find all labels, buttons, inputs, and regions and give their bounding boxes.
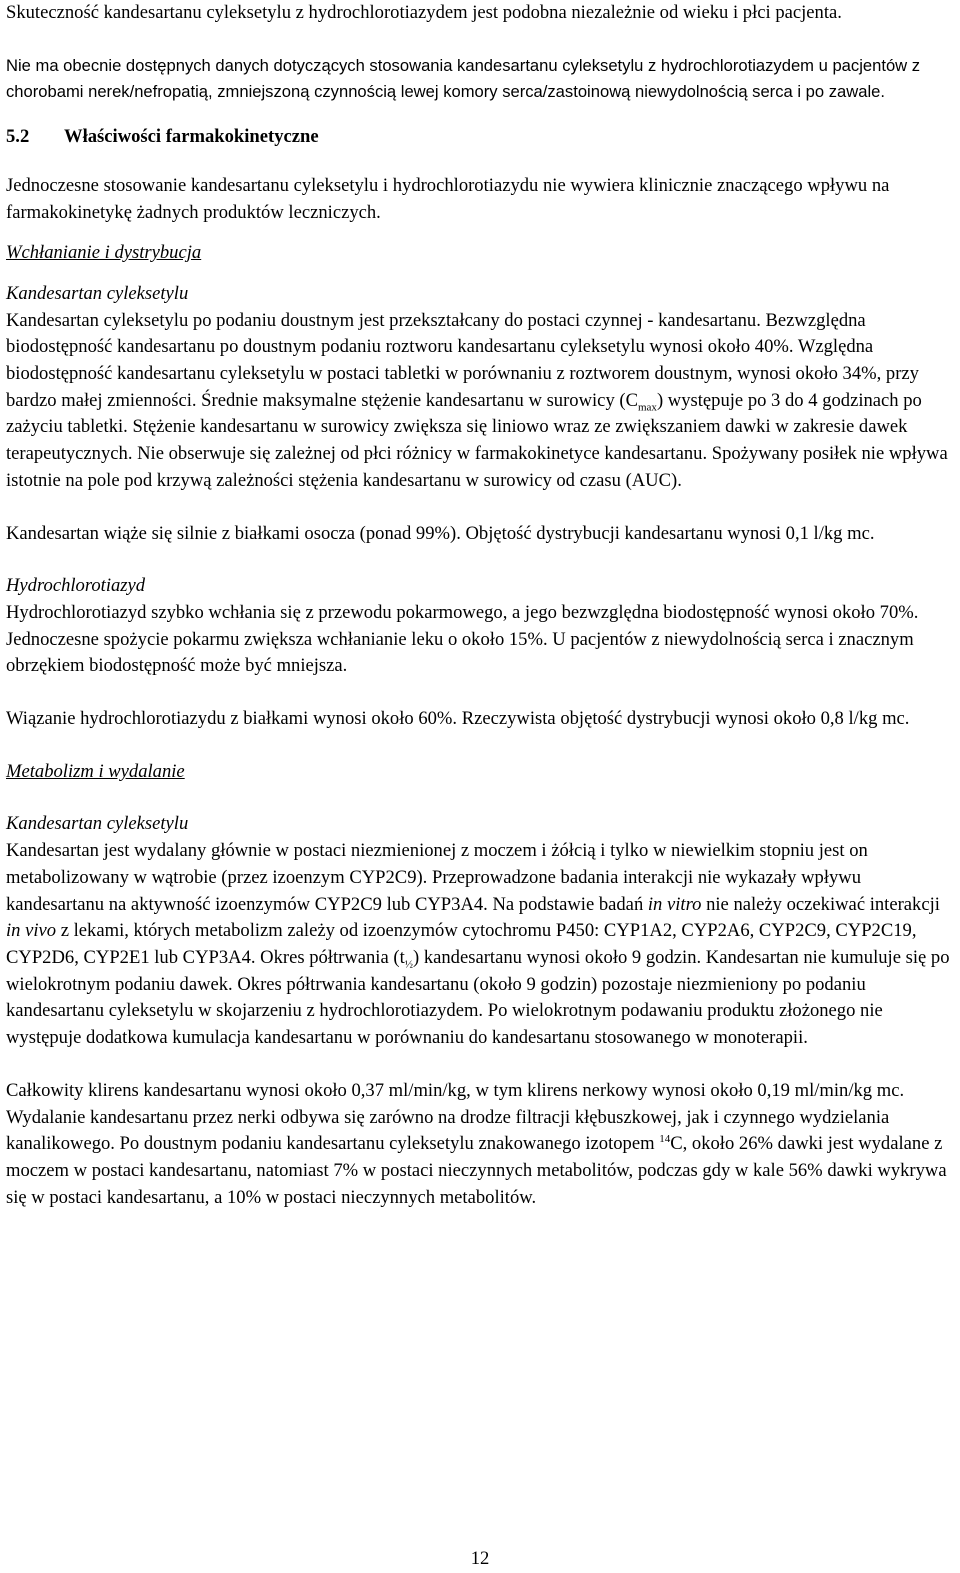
cmax-subscript: max <box>637 401 657 414</box>
absorption-hct-paragraph: Hydrochlorotiazyd szybko wchłania się z przewodu pokarmowego, a jego bezwzględna biodostępność wynosi około 70%. Jednoczesne spożycie pokarmu zwiększa wchłanianie leku o około 15%. U pacjentów z niewydolnością serca i znacznym obrzękiem biodostępność może być mniejsza. <box>6 601 919 677</box>
intro-paragraph-no-data: Nie ma obecnie dostępnych danych dotyczących stosowania kandesartanu cyleksetylu z hydrochlorotiazydem u pacjentów z chorobami nerek/nefropatią, zmniejszoną czynnością lewej komory serca/zastoinową niewydolnością serca i po zawale. <box>6 55 921 102</box>
in-vivo-term: in vivo <box>6 920 57 942</box>
metabolism-clearance-paragraph <box>6 1078 956 1212</box>
text-run: Kandesartan jest wydalany głównie w postaci niezmienionej z moczem i żółcią i tylko w niewielkim stopniu jest on metabolizowany w wątrobie (przez izoenzym CYP2C9). Przeprowadzone badania interakcji nie wykazały wpływu kandesartanu na aktywność izoenzymów CYP2C9 lub CYP3A4. Na podstawie badań <box>6 840 868 915</box>
absorption-hct-subheading: Hydrochlorotiazyd <box>6 575 146 597</box>
absorption-candesartan-subheading: Kandesartan cyleksetylu <box>6 282 189 304</box>
metabolism-candesartan-subheading: Kandesartan cyleksetylu <box>6 813 189 835</box>
text-run: Kandesartan cyleksetylu po podaniu doustnym jest przekształcany do postaci czynnej - kandesartanu. Bezwzględna biodostępność kandesartanu po doustnym podaniu roztworu kandesartanu cyleksetylu wynosi około 40%. Względna biodostępność kandesartanu cyleksetylu w postaci tabletki w porównaniu z roztworem doustnym, wynosi około 34%, przy bardzo małej zmienności. Średnie maksymalne stężenie kandesartanu w surowicy (C <box>6 309 919 411</box>
section-intro-paragraph: Jednoczesne stosowanie kandesartanu cyleksetylu i hydrochlorotiazydu nie wywiera klinicznie znaczącego wpływu na farmakokinetykę żadnych produktów leczniczych. <box>6 174 890 223</box>
half-life-subscript: ½ <box>404 958 413 971</box>
page-number: 12 <box>470 1548 490 1569</box>
text-run: ) występuje po 3 do 4 godzinach po zażyciu tabletki. Stężenie kandesartanu w surowicy zwiększa się liniowo wraz ze zwiększaniem dawki w zakresie dawek terapeutycznych. Nie obserwuje się zależnej od płci różnicy w farmakokinetyce kandesartanu. Spożywany posiłek nie wpływa istotnie na pole pod krzywą zależności stężenia kandesartanu w surowicy od czasu (AUC). <box>6 389 948 491</box>
subsection-heading-absorption: Wchłanianie i dystrybucja <box>6 242 202 264</box>
text-run: ) kandesartanu wynosi około 9 godzin. Kandesartan nie kumuluje się po wielokrotnym podaniu dawek. Okres półtrwania kandesartanu (około 9 godzin) pozostaje niezmieniony po podaniu kandesartanu cyleksetylu w skojarzeniu z hydrochlorotiazydem. Po wielokrotnym podawaniu produktu złożonego nie występuje dodatkowa kumulacja kandesartanu w porównaniu do kandesartanu stosowanego w monoterapii. <box>6 946 950 1049</box>
absorption-protein-binding-paragraph: Kandesartan wiąże się silnie z białkami osocza (ponad 99%). Objętość dystrybucji kandesartanu wynosi 0,1 l/kg mc. <box>6 522 875 544</box>
in-vitro-term: in vitro <box>647 893 702 915</box>
section-heading <box>6 124 956 151</box>
section-number: 5.2 <box>6 126 30 148</box>
section-title: Właściwości farmakokinetyczne <box>64 126 319 148</box>
intro-paragraph-efficacy: Skuteczność kandesartanu cyleksetylu z hydrochlorotiazydem jest podobna niezależnie od wieku i płci pacjenta. <box>6 2 842 23</box>
isotope-superscript: 14 <box>659 1133 671 1146</box>
text-run: Całkowity klirens kandesartanu wynosi około 0,37 ml/min/kg, w tym klirens nerkowy wynosi około 0,19 ml/min/kg mc. Wydalanie kandesartanu przez nerki odbywa się zarówno na drodze filtracji kłębuszkowej, jak i czynnego wydzielania kanalikowego. Po doustnym podaniu kandesartanu cyleksetylu znakowanego izotopem <box>6 1079 905 1155</box>
absorption-candesartan-paragraph <box>6 308 956 495</box>
text-run: C, około 26% dawki jest wydalane z moczem w postaci kandesartanu, natomiast 7% w postaci nieczynnych metabolitów, podczas gdy w kale 56% dawki wykrywa się w postaci kandesartanu, a 10% w postaci nieczynnych metabolitów. <box>6 1133 947 1208</box>
text-run: z lekami, których metabolizm zależy od izoenzymów cytochromu P450: CYP1A2, CYP2A6, CYP2C9, CYP2C19, CYP2D6, CYP2E1 lub CYP3A4. Okres półtrwania (t <box>6 920 917 968</box>
metabolism-candesartan-paragraph <box>6 838 956 1052</box>
subsection-heading-metabolism: Metabolizm i wydalanie <box>6 760 185 782</box>
document-page <box>6 0 956 1211</box>
text-run: nie należy oczekiwać interakcji <box>701 893 940 915</box>
absorption-hct-binding-paragraph: Wiązanie hydrochlorotiazydu z białkami wynosi około 60%. Rzeczywista objętość dystrybucji wynosi około 0,8 l/kg mc. <box>6 708 910 730</box>
